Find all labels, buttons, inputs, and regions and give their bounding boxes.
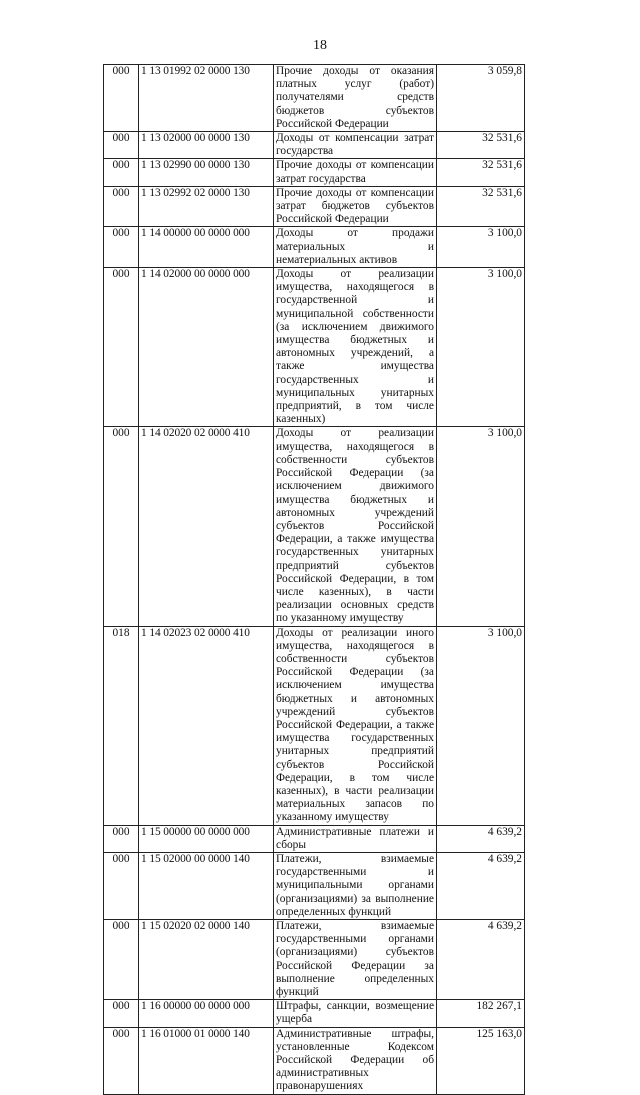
table-row [104,186,525,227]
budget-code-cell: 1 14 02000 00 0000 000 [139,268,274,427]
revenue-name-cell: Доходы от реализации иного имущества, находящегося в собственности субъектов Российской Федерации (за исключением имущества бюджетных и автономных учреждений субъектов Российской Федерации, а также имущества государственных унитарных предприятий субъектов Российской Федерации, в том числе казенных), в части реализации материальных запасов по указанному имуществу [274,626,437,825]
revenue-name-cell: Прочие доходы от компенсации затрат бюджетов субъектов Российской Федерации [274,186,437,227]
admin-code-cell: 000 [104,159,139,186]
table-row [104,852,525,919]
amount-cell: 3 059,8 [437,65,525,132]
amount-cell: 125 163,0 [437,1027,525,1094]
budget-code-cell: 1 14 00000 00 0000 000 [139,227,274,268]
revenue-name-cell: Платежи, взимаемые государственными органами (организациями) субъектов Российской Федерации за выполнение определенных функций [274,920,437,1000]
admin-code-cell: 000 [104,1000,139,1027]
table-row [104,132,525,159]
revenue-name-cell: Платежи, взимаемые государственными и муниципальными органами (организациями) за выполнение определенных функций [274,852,437,919]
revenue-name-cell: Доходы от реализации имущества, находящегося в собственности субъектов Российской Федерации (за исключением движимого имущества бюджетных и автономных учреждений субъектов Российской Федерации, а также имущества государственных унитарных предприятий субъектов Российской Федерации, в том числе казенных), в части реализации основных средств по указанному имуществу [274,427,437,626]
amount-cell: 3 100,0 [437,626,525,825]
admin-code-cell: 000 [104,65,139,132]
table-row [104,825,525,852]
admin-code-cell: 000 [104,1027,139,1094]
table-row [104,1000,525,1027]
admin-code-cell: 000 [104,186,139,227]
revenue-name-cell: Доходы от продажи материальных и нематериальных активов [274,227,437,268]
amount-cell: 4 639,2 [437,920,525,1000]
budget-code-cell: 1 16 00000 00 0000 000 [139,1000,274,1027]
table-row [104,427,525,626]
budget-code-cell: 1 13 02992 02 0000 130 [139,186,274,227]
revenue-name-cell: Доходы от компенсации затрат государства [274,132,437,159]
amount-cell: 3 100,0 [437,268,525,427]
budget-code-cell: 1 13 01992 02 0000 130 [139,65,274,132]
revenue-name-cell: Прочие доходы от оказания платных услуг (работ) получателями средств бюджетов субъектов Российской Федерации [274,65,437,132]
admin-code-cell: 000 [104,132,139,159]
revenue-name-cell: Доходы от реализации имущества, находящегося в государственной и муниципальной собственности (за исключением движимого имущества бюджетных и автономных учреждений, а также имущества государственных и муниципальных унитарных предприятий, в том числе казенных) [274,268,437,427]
budget-code-cell: 1 14 02020 02 0000 410 [139,427,274,626]
table-row [104,268,525,427]
admin-code-cell: 000 [104,427,139,626]
table-row [104,65,525,132]
revenue-table-body [104,65,525,1095]
table-row [104,1027,525,1094]
admin-code-cell: 000 [104,825,139,852]
revenue-name-cell: Прочие доходы от компенсации затрат государства [274,159,437,186]
amount-cell: 32 531,6 [437,132,525,159]
table-row [104,920,525,1000]
table-row [104,626,525,825]
amount-cell: 32 531,6 [437,159,525,186]
revenue-name-cell: Административные штрафы, установленные Кодексом Российской Федерации об административных правонарушениях [274,1027,437,1094]
amount-cell: 4 639,2 [437,825,525,852]
budget-code-cell: 1 15 02000 00 0000 140 [139,852,274,919]
budget-code-cell: 1 14 02023 02 0000 410 [139,626,274,825]
budget-code-cell: 1 13 02990 00 0000 130 [139,159,274,186]
admin-code-cell: 000 [104,920,139,1000]
revenue-table [103,64,525,1095]
amount-cell: 4 639,2 [437,852,525,919]
admin-code-cell: 000 [104,852,139,919]
budget-code-cell: 1 13 02000 00 0000 130 [139,132,274,159]
amount-cell: 32 531,6 [437,186,525,227]
budget-code-cell: 1 15 02020 02 0000 140 [139,920,274,1000]
revenue-name-cell: Административные платежи и сборы [274,825,437,852]
budget-code-cell: 1 15 00000 00 0000 000 [139,825,274,852]
table-row [104,159,525,186]
budget-code-cell: 1 16 01000 01 0000 140 [139,1027,274,1094]
revenue-name-cell: Штрафы, санкции, возмещение ущерба [274,1000,437,1027]
table-row [104,227,525,268]
admin-code-cell: 000 [104,227,139,268]
admin-code-cell: 000 [104,268,139,427]
amount-cell: 3 100,0 [437,227,525,268]
amount-cell: 3 100,0 [437,427,525,626]
page-number: 18 [313,38,327,53]
admin-code-cell: 018 [104,626,139,825]
amount-cell: 182 267,1 [437,1000,525,1027]
